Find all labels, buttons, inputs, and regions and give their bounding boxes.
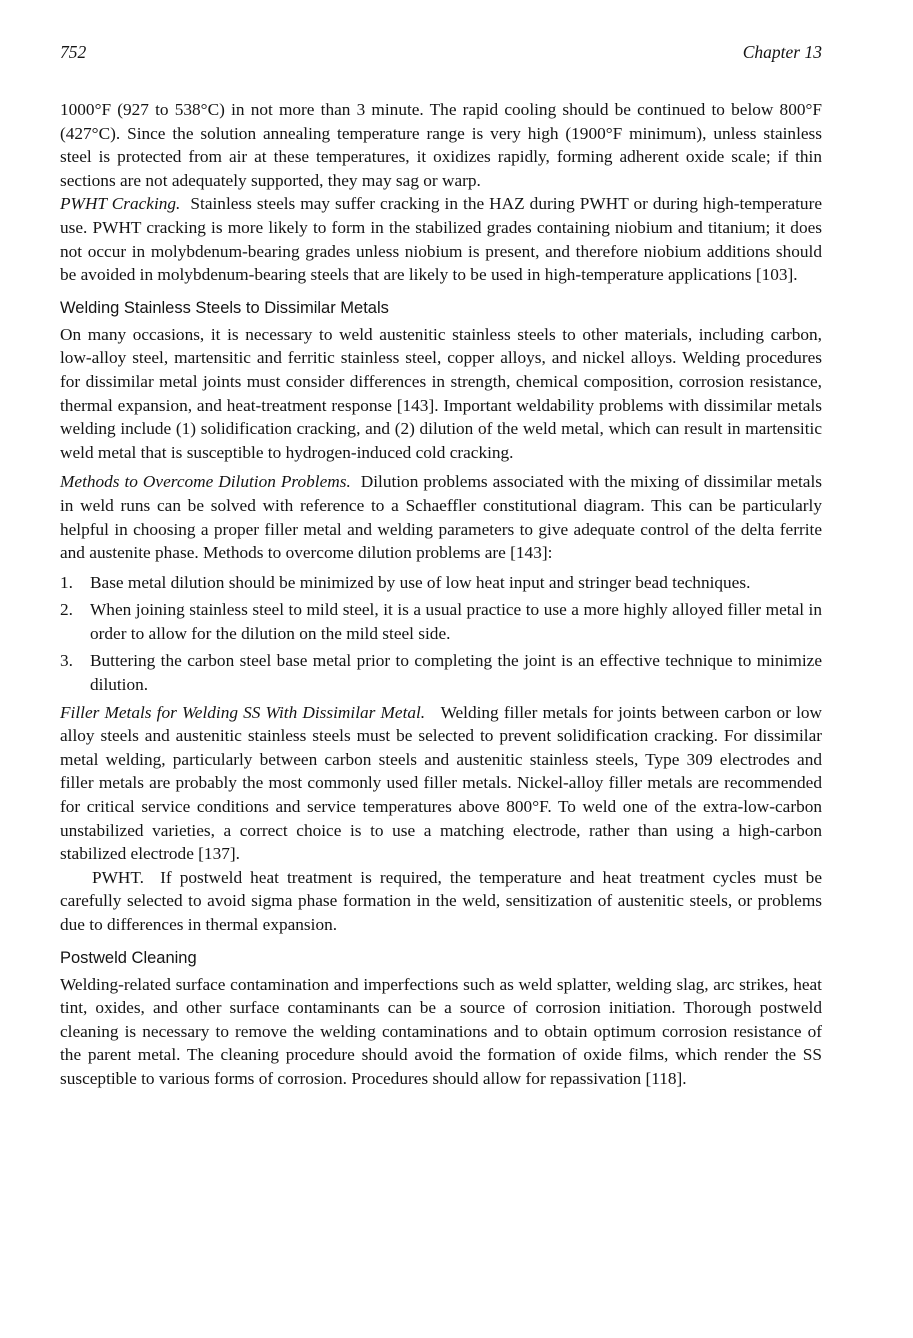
run-in-heading-filler-metals: Filler Metals for Welding SS With Dissimilar Metal. (60, 702, 426, 722)
list-item-number: 2. (60, 600, 73, 620)
list-item-number: 1. (60, 572, 73, 592)
paragraph-dilution-methods (60, 470, 822, 564)
list-item-text: Buttering the carbon steel base metal prior to completing the joint is an effective technique to minimize dilution. (90, 651, 822, 695)
section-heading-dissimilar-metals: Welding Stainless Steels to Dissimilar Metals (60, 298, 389, 317)
run-in-heading-pwht: PWHT. (92, 867, 144, 887)
paragraph-solution-annealing: 1000°F (927 to 538°C) in not more than 3 minute. The rapid cooling should be continued to below 800°F (427°C). Since the solution annealing temperature range is very high (1900°F minimum), unless stainless steel is protected from air at these temperatures, it oxidizes rapidly, forming adherent oxide scale; if thin sections are not adequately supported, they may sag or warp. (60, 100, 822, 190)
document-page (60, 40, 822, 1091)
run-in-heading-dilution: Methods to Overcome Dilution Problems. (60, 472, 351, 492)
paragraph-pwht-cracking (60, 192, 822, 286)
chapter-title: Chapter 13 (742, 42, 822, 62)
page-number: 752 (60, 42, 87, 62)
paragraph-filler-metals (60, 701, 822, 866)
paragraph-pwht-cracking-body: Stainless steels may suffer cracking in the HAZ during PWHT or during high-temperature use. PWHT cracking is more likely to form in the stabilized grades containing niobium and titanium; it does not occur in molybdenum-bearing grades unless niobium is present, and therefore niobium additions should be avoided in molybdenum-bearing steels that are likely to be used in high-temperature applications [103]. (60, 194, 823, 285)
paragraph-pwht (60, 866, 822, 937)
dilution-methods-list (60, 571, 822, 697)
list-item-number: 3. (60, 651, 73, 671)
run-in-heading-pwht-cracking: PWHT Cracking. (60, 194, 181, 214)
paragraph-dissimilar-metals: On many occasions, it is necessary to weld austenitic stainless steels to other materials, including carbon, low-alloy steel, martensitic and ferritic stainless steel, copper alloys, and nickel alloys. Welding procedures for dissimilar metal joints must consider differences in strength, chemical composition, corrosion resistance, thermal expansion, and heat-treatment response [143]. Important weldability problems with dissimilar metals welding include (1) solidification cracking, and (2) dilution of the weld metal, which can result in martensitic weld metal that is susceptible to hydrogen-induced cold cracking. (60, 324, 822, 462)
list-item-text: Base metal dilution should be minimized by use of low heat input and stringer bead techniques. (90, 572, 751, 592)
paragraph-filler-metals-body: Welding filler metals for joints between carbon or low alloy steels and austenitic stainless steels must be selected to prevent solidification cracking. For dissimilar metal welding, particularly between carbon steels and austenitic stainless steels, Type 309 electrodes and filler metals are probably the most commonly used filler metals. Nickel-alloy filler metals are recommended for critical service conditions and service temperatures above 800°F. To weld one of the extra-low-carbon unstabilized varieties, a correct choice is to use a matching electrode, rather than using a high-carbon stabilized electrode [137]. (60, 702, 822, 864)
list-item (60, 598, 822, 645)
list-item-text: When joining stainless steel to mild steel, it is a usual practice to use a more highly alloyed filler metal in order to allow for the dilution on the mild steel side. (90, 600, 822, 643)
section-heading-postweld-cleaning: Postweld Cleaning (60, 948, 197, 967)
paragraph-pwht-body: If postweld heat treatment is required, the temperature and heat treatment cycles must be carefully selected to avoid sigma phase formation in the weld, sensitization of austenitic steels, or problems due to differences in thermal expansion. (60, 867, 822, 934)
running-head (60, 40, 822, 64)
list-item (60, 649, 822, 696)
paragraph-postweld-cleaning: Welding-related surface contamination and imperfections such as weld splatter, welding slag, arc strikes, heat tint, oxides, and other surface contaminants can be a source of corrosion initiation. Thorough postweld cleaning is necessary to remove the welding contaminations and to obtain optimum corrosion resistance of the parent metal. The cleaning procedure should avoid the formation of oxide films, which render the SS susceptible to various forms of corrosion. Procedures should allow for repassivation [118]. (60, 974, 822, 1088)
list-item (60, 571, 822, 595)
paragraph-dilution-body: Dilution problems associated with the mixing of dissimilar metals in weld runs can be solved with reference to a Schaeffler constitutional diagram. This can be particularly helpful in choosing a proper filler metal and welding parameters to give adequate control of the delta ferrite and austenite phase. Methods to overcome dilution problems are [143]: (60, 472, 822, 563)
